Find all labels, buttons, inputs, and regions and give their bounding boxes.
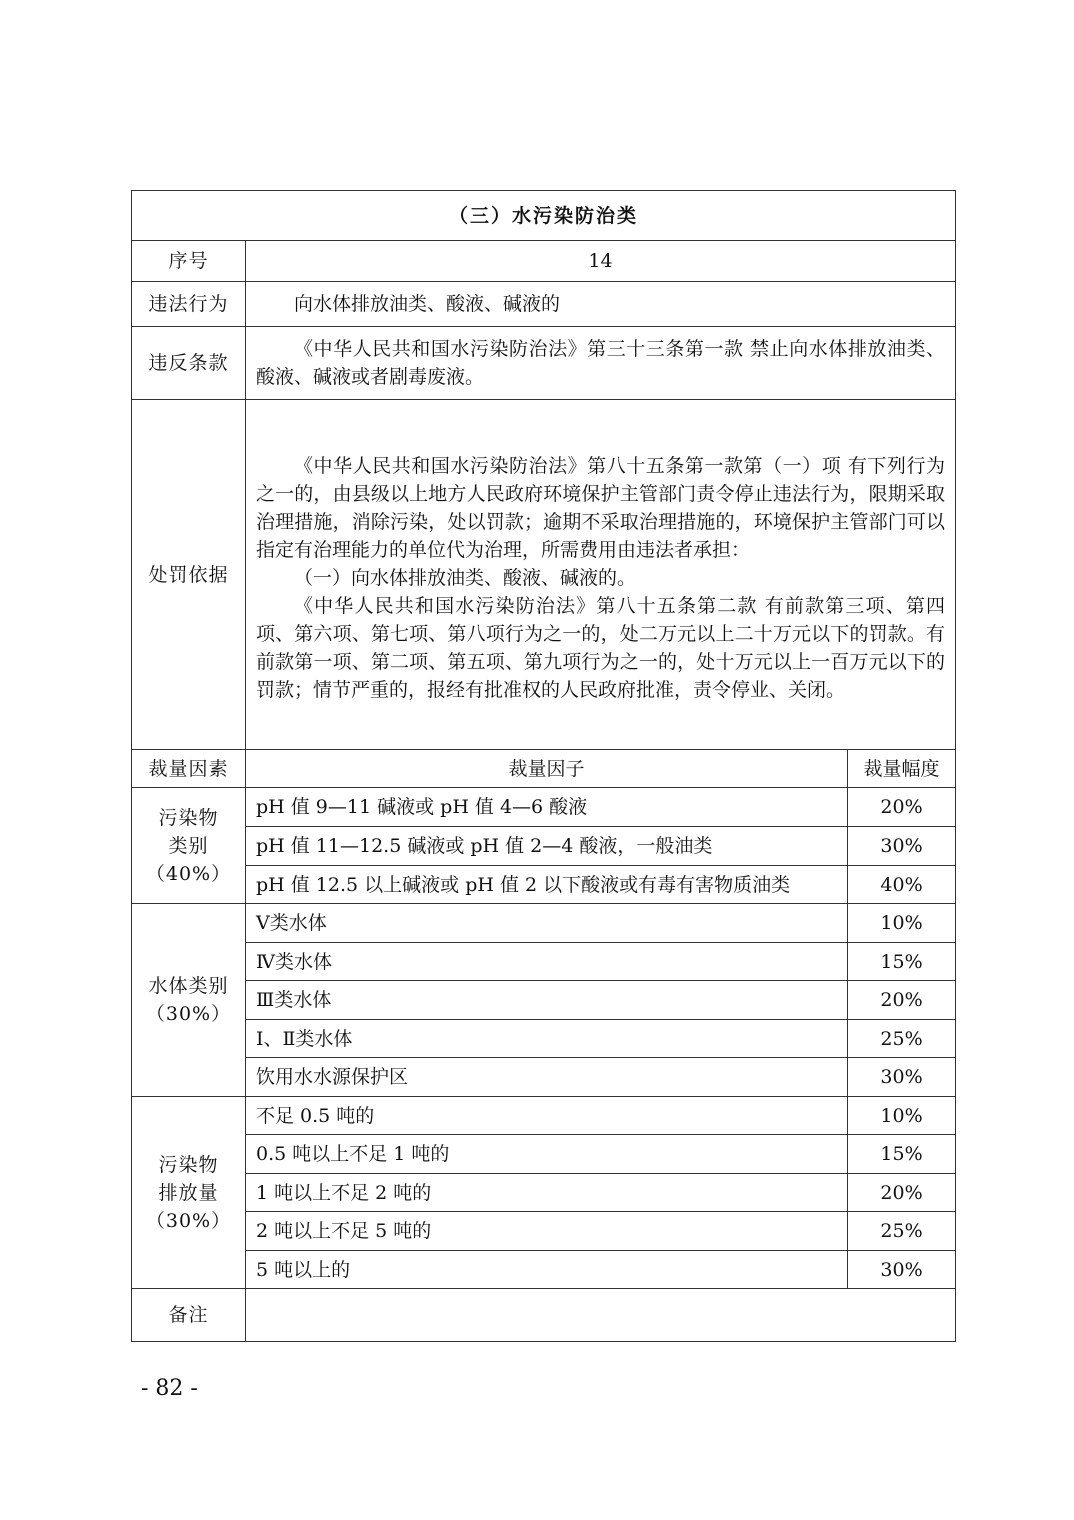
factor-item-percentage: 30% — [848, 1251, 956, 1289]
factor-item-text: Ⅰ、Ⅱ类水体 — [246, 1020, 848, 1058]
remarks-value — [246, 1289, 956, 1342]
page-number: - 82 - — [141, 1376, 198, 1401]
factor-item-text: pH 值 9—11 碱液或 pH 值 4—6 酸液 — [246, 788, 848, 827]
factor-item-text: Ⅲ类水体 — [246, 981, 848, 1020]
factor-item-text: 0.5 吨以上不足 1 吨的 — [246, 1135, 848, 1174]
section-title: （三）水污染防治类 — [132, 191, 956, 241]
factor-item-percentage: 25% — [848, 1020, 956, 1058]
factor-name-line: 污染物 — [158, 806, 219, 829]
factor-item-percentage: 10% — [848, 1097, 956, 1135]
factor-item-percentage: 25% — [848, 1212, 956, 1251]
penalty-basis-paragraph: （一）向水体排放油类、酸液、碱液的。 — [294, 566, 637, 589]
factor-item-percentage: 40% — [848, 866, 956, 904]
factor-item-text: 5 吨以上的 — [246, 1251, 848, 1289]
serial-value: 14 — [246, 241, 956, 282]
factor-pollutant-type — [132, 788, 246, 904]
penalty-basis-paragraph: 《中华人民共和国水污染防治法》第八十五条第二款 有前款第三项、第四项、第六项、第七项、第八项行为之一的，处二万元以上二十万元以下的罚款。有前款第一项、第二项、第五项、第九项行为之一的，处十万元以上一百万元以下的罚款；情节严重的，报经有批准权的人民政府批准，责令停业、关闭。 — [256, 594, 946, 701]
penalty-basis-paragraph: 《中华人民共和国水污染防治法》第八十五条第一款第（一）项 有下列行为之一的，由县级以上地方人民政府环境保护主管部门责令停止违法行为，限期采取治理措施，消除污染，处以罚款；逾期不采取治理措施的，环境保护主管部门可以指定有治理能力的单位代为治理，所需费用由违法者承担： — [256, 454, 946, 561]
factor-item-text: pH 值 12.5 以上碱液或 pH 值 2 以下酸液或有毒有害物质油类 — [246, 866, 848, 904]
factor-water-body-class — [132, 904, 246, 1097]
remarks-label: 备注 — [132, 1289, 246, 1342]
factor-item-percentage: 15% — [848, 943, 956, 981]
violation-cell — [246, 282, 956, 327]
factor-name-line: 排放量 — [158, 1181, 219, 1204]
factor-item-text: pH 值 11—12.5 碱液或 pH 值 2—4 酸液，一般油类 — [246, 827, 848, 866]
penalty-basis-label: 处罚依据 — [132, 400, 246, 750]
factor-item-text: 不足 0.5 吨的 — [246, 1097, 848, 1135]
factor-name-line: 类别 — [168, 834, 209, 857]
factor-item-text: 1 吨以上不足 2 吨的 — [246, 1174, 848, 1212]
factor-item-percentage: 20% — [848, 788, 956, 827]
violation-text: 向水体排放油类、酸液、碱液的 — [294, 293, 561, 315]
factor-item-text: 2 吨以上不足 5 吨的 — [246, 1212, 848, 1251]
violated-clause-text: 《中华人民共和国水污染防治法》第三十三条第一款 禁止向水体排放油类、酸液、碱液或者剧毒废液。 — [256, 338, 946, 388]
serial-label: 序号 — [132, 241, 246, 282]
violated-clause-label: 违反条款 — [132, 327, 246, 400]
factor-item-percentage: 30% — [848, 827, 956, 866]
factor-name-line: 水体类别 — [148, 975, 229, 997]
factor-discharge-amount — [132, 1097, 246, 1289]
factor-item-percentage: 15% — [848, 1135, 956, 1174]
factor-item-text: Ⅳ类水体 — [246, 943, 848, 981]
factor-item-percentage: 20% — [848, 1174, 956, 1212]
discretion-table — [131, 190, 956, 1342]
factor-item-percentage: 30% — [848, 1058, 956, 1097]
penalty-basis-cell — [246, 400, 956, 750]
violated-clause-cell — [246, 327, 956, 400]
factor-item-text: 饮用水水源保护区 — [246, 1058, 848, 1097]
item-header: 裁量因子 — [246, 750, 848, 788]
factor-name-line: （30%） — [145, 1003, 232, 1025]
factor-item-percentage: 10% — [848, 904, 956, 943]
factor-item-text: Ⅴ类水体 — [246, 904, 848, 943]
range-header: 裁量幅度 — [848, 750, 956, 788]
factor-item-percentage: 20% — [848, 981, 956, 1020]
factor-name-line: 污染物 — [158, 1153, 219, 1176]
factor-header: 裁量因素 — [132, 750, 246, 788]
violation-label: 违法行为 — [132, 282, 246, 327]
factor-name-line: （30%） — [145, 1209, 232, 1232]
factor-name-line: （40%） — [145, 862, 232, 885]
